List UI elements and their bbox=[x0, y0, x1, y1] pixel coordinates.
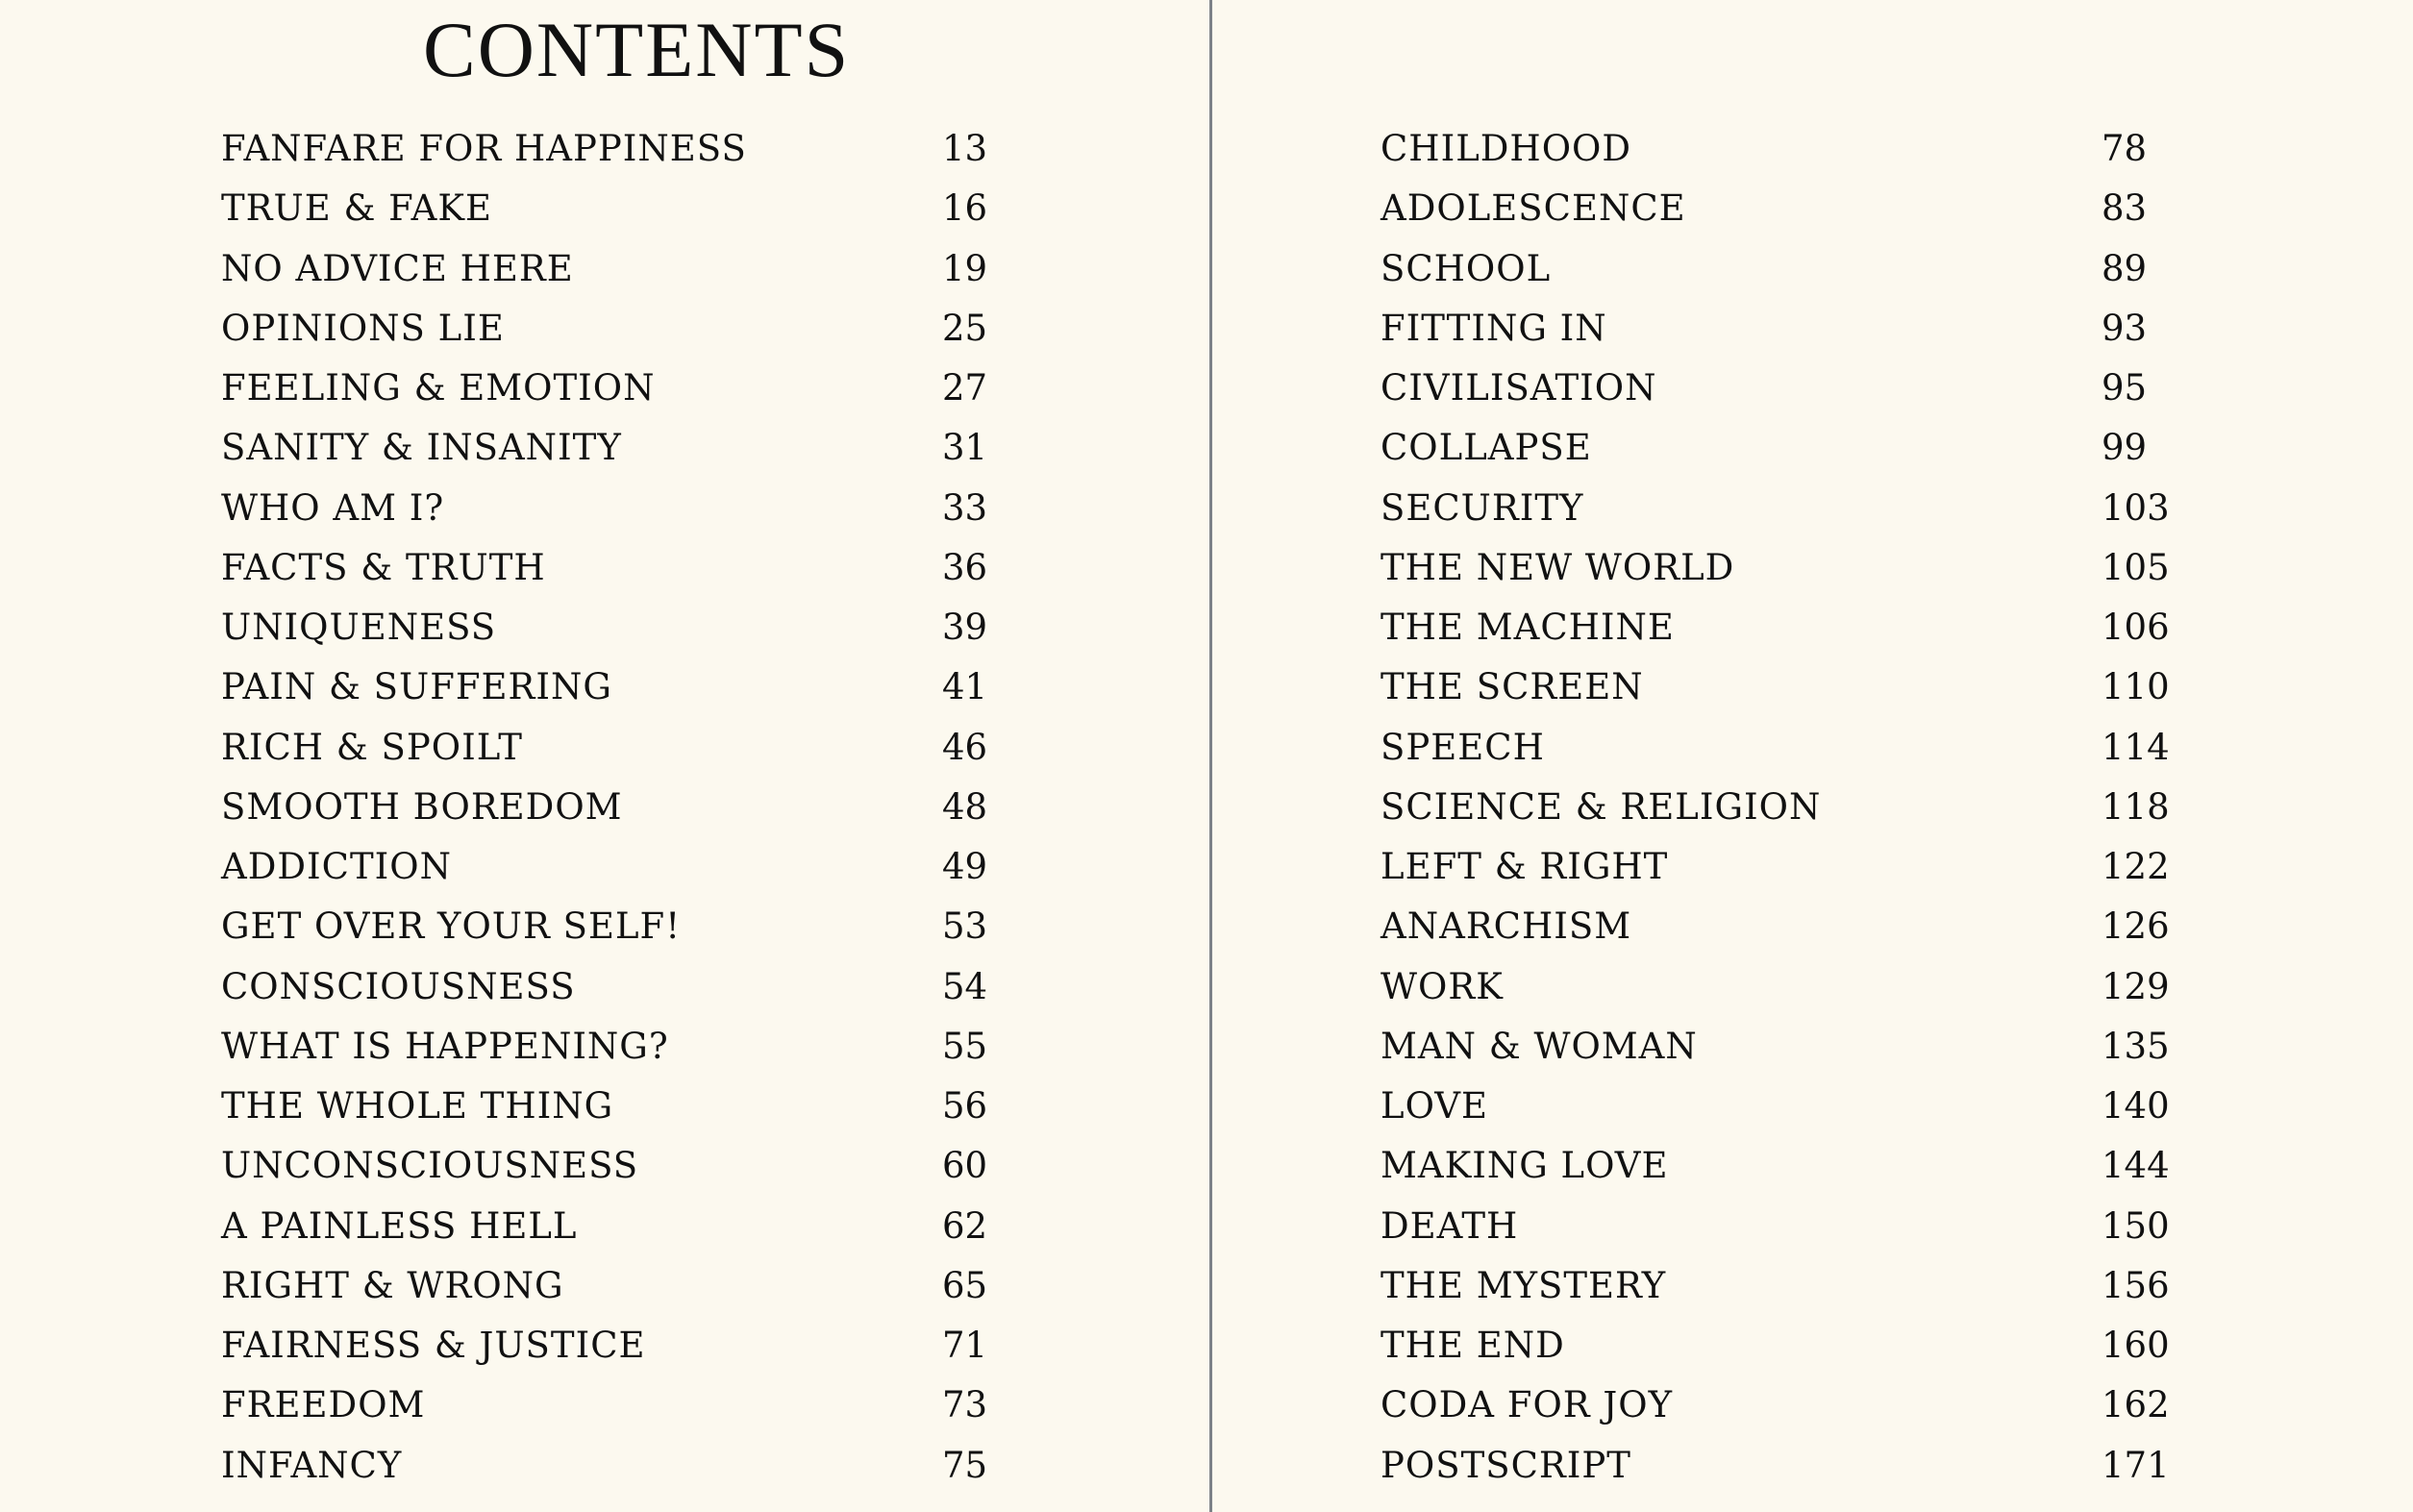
chapter-title: FACTS & TRUTH bbox=[221, 546, 546, 588]
page-number: 13 bbox=[942, 128, 988, 169]
chapter-title: SCHOOL bbox=[1381, 247, 1552, 289]
page-number: 41 bbox=[942, 666, 988, 708]
toc-entry bbox=[221, 1077, 988, 1136]
page-number: 114 bbox=[2102, 726, 2170, 768]
toc-entry bbox=[1381, 1197, 2246, 1256]
page-number: 150 bbox=[2102, 1204, 2170, 1247]
chapter-title: THE MYSTERY bbox=[1381, 1264, 1667, 1306]
page-number: 16 bbox=[942, 187, 988, 230]
toc-entry bbox=[1381, 837, 2246, 897]
page-number: 56 bbox=[942, 1085, 988, 1127]
toc-entry bbox=[221, 479, 988, 538]
toc-list-right bbox=[1381, 119, 2246, 1496]
toc-entry bbox=[1381, 359, 2246, 418]
chapter-title: ADDICTION bbox=[221, 846, 452, 887]
page-number: 144 bbox=[2102, 1145, 2170, 1187]
toc-entry bbox=[221, 897, 988, 956]
page-number: 95 bbox=[2102, 367, 2148, 409]
chapter-title: THE END bbox=[1381, 1325, 1565, 1366]
page-number: 118 bbox=[2102, 785, 2170, 828]
toc-entry bbox=[221, 837, 988, 897]
toc-entry bbox=[221, 1256, 988, 1316]
page-number: 55 bbox=[942, 1025, 988, 1067]
toc-entry bbox=[1381, 479, 2246, 538]
page-number: 54 bbox=[942, 965, 988, 1007]
chapter-title: WHO AM I? bbox=[221, 486, 445, 529]
chapter-title: MAKING LOVE bbox=[1381, 1145, 1669, 1187]
page-title: CONTENTS bbox=[423, 6, 851, 93]
page-number: 135 bbox=[2102, 1025, 2170, 1067]
toc-entry bbox=[1381, 1376, 2246, 1435]
page-number: 89 bbox=[2102, 247, 2148, 289]
page-number: 75 bbox=[942, 1444, 988, 1486]
chapter-title: CONSCIOUSNESS bbox=[221, 965, 576, 1007]
chapter-title: FEELING & EMOTION bbox=[221, 367, 656, 409]
chapter-title: GET OVER YOUR SELF! bbox=[221, 905, 682, 948]
page-number: 73 bbox=[942, 1384, 988, 1426]
chapter-title: RIGHT & WRONG bbox=[221, 1264, 564, 1306]
toc-entry bbox=[1381, 718, 2246, 778]
toc-entry bbox=[221, 718, 988, 778]
toc-entry bbox=[221, 538, 988, 598]
page-number: 156 bbox=[2102, 1264, 2170, 1306]
chapter-title: POSTSCRIPT bbox=[1381, 1444, 1631, 1486]
toc-entry bbox=[221, 1197, 988, 1256]
toc-entry bbox=[221, 1316, 988, 1376]
chapter-title: WORK bbox=[1381, 965, 1504, 1007]
toc-entry bbox=[221, 598, 988, 657]
chapter-title: RICH & SPOILT bbox=[221, 726, 523, 768]
chapter-title: NO ADVICE HERE bbox=[221, 247, 574, 289]
toc-entry bbox=[1381, 538, 2246, 598]
chapter-title: ANARCHISM bbox=[1381, 905, 1632, 948]
chapter-title: UNIQUENESS bbox=[221, 607, 497, 648]
toc-entry bbox=[1381, 1256, 2246, 1316]
chapter-title: LOVE bbox=[1381, 1085, 1488, 1127]
chapter-title: FANFARE FOR HAPPINESS bbox=[221, 128, 747, 169]
page-number: 36 bbox=[942, 546, 988, 588]
chapter-title: THE NEW WORLD bbox=[1381, 546, 1735, 588]
chapter-title: PAIN & SUFFERING bbox=[221, 666, 612, 708]
page-number: 93 bbox=[2102, 307, 2148, 349]
chapter-title: FITTING IN bbox=[1381, 307, 1607, 349]
chapter-title: COLLAPSE bbox=[1381, 427, 1592, 469]
chapter-title: MAN & WOMAN bbox=[1381, 1025, 1698, 1067]
chapter-title: SPEECH bbox=[1381, 726, 1545, 768]
page-number: 49 bbox=[942, 846, 988, 887]
toc-entry bbox=[221, 657, 988, 717]
page-number: 106 bbox=[2102, 607, 2170, 648]
page-number: 31 bbox=[942, 427, 988, 469]
page-number: 46 bbox=[942, 726, 988, 768]
toc-entry bbox=[1381, 657, 2246, 717]
chapter-title: WHAT IS HAPPENING? bbox=[221, 1025, 669, 1067]
chapter-title: THE WHOLE THING bbox=[221, 1085, 614, 1127]
page-number: 110 bbox=[2102, 666, 2170, 708]
toc-entry bbox=[1381, 119, 2246, 179]
page-number: 162 bbox=[2102, 1384, 2170, 1426]
toc-entry bbox=[221, 418, 988, 478]
right-page bbox=[1213, 0, 2413, 1512]
toc-entry bbox=[1381, 957, 2246, 1017]
chapter-title: SMOOTH BOREDOM bbox=[221, 785, 623, 828]
page-number: 27 bbox=[942, 367, 988, 409]
page-number: 71 bbox=[942, 1325, 988, 1366]
toc-entry bbox=[1381, 239, 2246, 299]
page-number: 62 bbox=[942, 1204, 988, 1247]
book-spine-divider bbox=[1209, 0, 1212, 1512]
toc-list-left bbox=[221, 119, 988, 1496]
chapter-title: DEATH bbox=[1381, 1204, 1519, 1247]
toc-entry bbox=[1381, 1017, 2246, 1077]
page-number: 60 bbox=[942, 1145, 988, 1187]
page-number: 99 bbox=[2102, 427, 2148, 469]
chapter-title: OPINIONS LIE bbox=[221, 307, 505, 349]
toc-entry bbox=[221, 1376, 988, 1435]
page-number: 126 bbox=[2102, 905, 2170, 948]
chapter-title: THE SCREEN bbox=[1381, 666, 1644, 708]
toc-entry bbox=[1381, 418, 2246, 478]
chapter-title: CODA FOR JOY bbox=[1381, 1384, 1674, 1426]
toc-entry bbox=[1381, 778, 2246, 837]
page-number: 53 bbox=[942, 905, 988, 948]
chapter-title: TRUE & FAKE bbox=[221, 187, 493, 230]
toc-entry bbox=[221, 778, 988, 837]
page-number: 171 bbox=[2102, 1444, 2170, 1486]
toc-entry bbox=[1381, 1316, 2246, 1376]
page-number: 25 bbox=[942, 307, 988, 349]
chapter-title: CIVILISATION bbox=[1381, 367, 1657, 409]
page-number: 78 bbox=[2102, 128, 2148, 169]
chapter-title: SECURITY bbox=[1381, 486, 1584, 529]
toc-entry bbox=[221, 239, 988, 299]
page-number: 129 bbox=[2102, 965, 2170, 1007]
toc-entry bbox=[221, 1436, 988, 1496]
chapter-title: SANITY & INSANITY bbox=[221, 427, 622, 469]
toc-entry bbox=[221, 299, 988, 359]
page-number: 160 bbox=[2102, 1325, 2170, 1366]
page-number: 83 bbox=[2102, 187, 2148, 230]
page-number: 105 bbox=[2102, 546, 2170, 588]
toc-entry bbox=[221, 359, 988, 418]
toc-entry bbox=[221, 1136, 988, 1196]
toc-entry bbox=[1381, 179, 2246, 238]
chapter-title: SCIENCE & RELIGION bbox=[1381, 785, 1822, 828]
chapter-title: FREEDOM bbox=[221, 1384, 426, 1426]
page-number: 140 bbox=[2102, 1085, 2170, 1127]
page-number: 65 bbox=[942, 1264, 988, 1306]
page-number: 19 bbox=[942, 247, 988, 289]
toc-entry bbox=[1381, 598, 2246, 657]
chapter-title: FAIRNESS & JUSTICE bbox=[221, 1325, 646, 1366]
toc-entry bbox=[221, 1017, 988, 1077]
chapter-title: THE MACHINE bbox=[1381, 607, 1675, 648]
toc-entry bbox=[1381, 1077, 2246, 1136]
toc-entry bbox=[1381, 299, 2246, 359]
chapter-title: LEFT & RIGHT bbox=[1381, 846, 1669, 887]
page-number: 39 bbox=[942, 607, 988, 648]
chapter-title: UNCONSCIOUSNESS bbox=[221, 1145, 639, 1187]
chapter-title: A PAINLESS HELL bbox=[221, 1204, 578, 1247]
chapter-title: INFANCY bbox=[221, 1444, 403, 1486]
chapter-title: ADOLESCENCE bbox=[1381, 187, 1686, 230]
toc-entry bbox=[221, 957, 988, 1017]
chapter-title: CHILDHOOD bbox=[1381, 128, 1632, 169]
toc-entry bbox=[1381, 1136, 2246, 1196]
page-number: 48 bbox=[942, 785, 988, 828]
page-number: 103 bbox=[2102, 486, 2170, 529]
toc-entry bbox=[221, 179, 988, 238]
toc-entry bbox=[1381, 897, 2246, 956]
page-number: 122 bbox=[2102, 846, 2170, 887]
page-number: 33 bbox=[942, 486, 988, 529]
toc-entry bbox=[1381, 1436, 2246, 1496]
toc-entry bbox=[221, 119, 988, 179]
